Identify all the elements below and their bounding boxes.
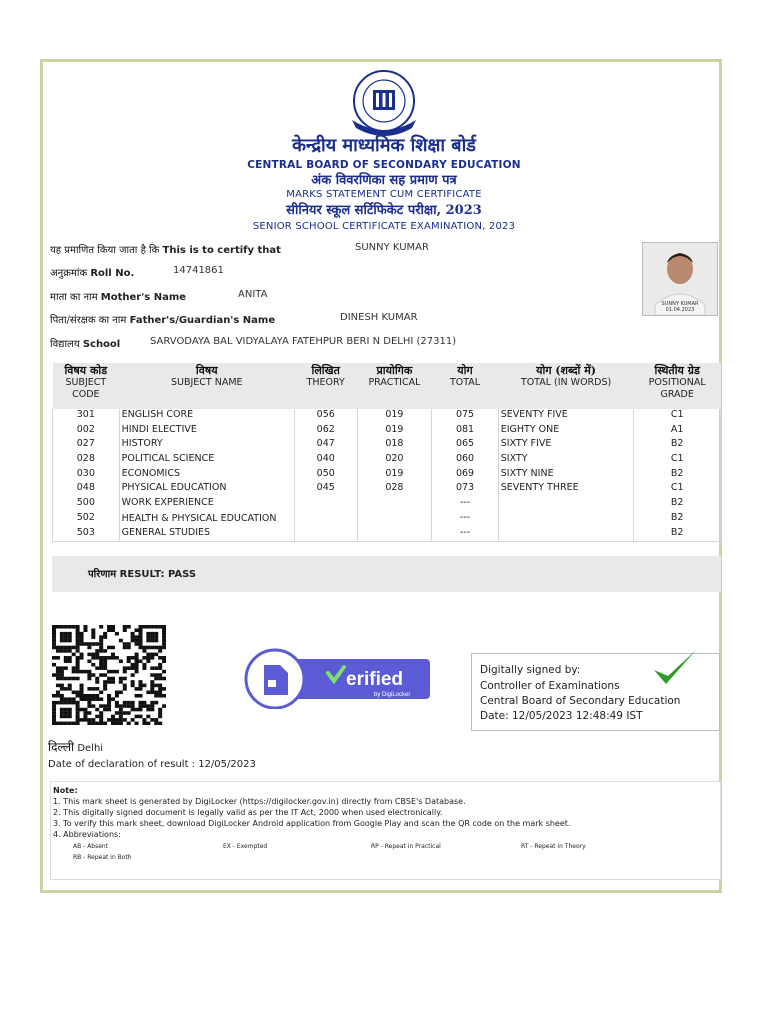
cell-code: 028 [53,453,120,468]
table-row [53,424,721,439]
exam-title-english: SENIOR SCHOOL CERTIFICATE EXAMINATION, 2023 [252,221,516,232]
signature-line-4: Date: 12/05/2023 12:48:49 IST [480,710,643,722]
cell-grade: B2 [634,497,721,512]
cell-code: 503 [53,527,120,542]
note-item: 2. This digitally signed document is legally valid as per the IT Act, 2000 when used electronically. [53,808,443,817]
cell-name: HEALTH & PHYSICAL EDUCATION [119,512,294,527]
note-item: 1. This mark sheet is generated by DigiLocker (https://digilocker.gov.in) directly from CBSE's Database. [53,797,466,806]
photo-caption: SUNNY KUMAR [661,301,699,307]
cell-grade: C1 [634,482,721,497]
cell-theory: 040 [294,453,357,468]
header-total-words: योग (शब्दों में) TOTAL (IN WORDS) [520,364,612,388]
board-name-hindi: केन्द्रीय माध्यमिक शिक्षा बोर्ड [292,135,476,156]
cell-name: ENGLISH CORE [119,409,294,424]
board-name-english: CENTRAL BOARD OF SECONDARY EDUCATION [247,159,521,171]
exam-title-hindi: सीनियर स्कूल सर्टिफिकेट परीक्षा, 2023 [286,203,482,218]
abbr-repeat-practical: RP - Repeat in Practical [371,843,441,850]
cell-practical [357,497,432,512]
note-item: 4. Abbreviations: [53,830,121,839]
cell-grade: B2 [634,512,721,527]
abbr-repeat-theory: RT - Repeat in Theory [521,843,586,850]
cell-theory: 050 [294,468,357,483]
cell-name: HISTORY [119,438,294,453]
header-theory: लिखित THEORY [306,364,345,388]
abbr-exempted: EX - Exempted [223,843,268,850]
cell-grade: C1 [634,453,721,468]
digilocker-verified-badge [244,647,432,709]
cell-theory: 047 [294,438,357,453]
header-practical: प्रायोगिक PRACTICAL [368,364,421,388]
cell-words: EIGHTY ONE [498,424,634,439]
table-row [53,409,721,424]
cell-code: 027 [53,438,120,453]
statement-title-english: MARKS STATEMENT CUM CERTIFICATE [286,189,482,200]
abbr-absent: AB - Absent [73,843,109,850]
cell-grade: B2 [634,438,721,453]
cell-practical: 019 [357,409,432,424]
table-row [53,438,721,453]
table-row [53,497,721,512]
cell-name: ECONOMICS [119,468,294,483]
cell-name: WORK EXPERIENCE [119,497,294,512]
abbr-repeat-both: RB - Repeat in Both [73,854,132,861]
cell-total: --- [432,497,498,512]
header-subject-name: विषय SUBJECT NAME [170,364,243,388]
note-item: 3. To verify this mark sheet, download DigiLocker Android application from Google Play and scan the QR code on the mark sheet. [53,819,571,828]
cell-total: 081 [432,424,498,439]
cell-code: 030 [53,468,120,483]
notes-box [50,781,721,880]
table-row [53,453,721,468]
cell-code: 301 [53,409,120,424]
table-row [53,468,721,483]
cell-practical: 020 [357,453,432,468]
cell-words [498,497,634,512]
result-line: परिणाम RESULT: PASS [88,569,197,580]
school-label: विद्यालय School [50,339,121,350]
cell-words [498,527,634,542]
cell-theory: 045 [294,482,357,497]
cell-name: HINDI ELECTIVE [119,424,294,439]
cell-theory [294,497,357,512]
cell-total: 075 [432,409,498,424]
verified-subtext: by DigiLocker [374,692,411,698]
table-row [53,527,721,542]
student-name: SUNNY KUMAR [355,242,429,253]
cell-code: 500 [53,497,120,512]
result-value: PASS [167,569,197,580]
certify-label: यह प्रमाणित किया जाता है कि This is to certify that [50,245,281,256]
photo-date: 01.04.2023 [665,307,695,313]
father-label: पिता/संरक्षक का नाम Father's/Guardian's Name [50,315,276,326]
statement-title-hindi: अंक विवरणिका सह प्रमाण पत्र [311,173,457,188]
school-name: SARVODAYA BAL VIDYALAYA FATEHPUR BERI N DELHI (27311) [150,336,457,347]
cell-name: PHYSICAL EDUCATION [119,482,294,497]
table-row [53,512,721,527]
cbse-emblem-icon [346,68,422,138]
father-name: DINESH KUMAR [340,312,418,323]
header-total: योग TOTAL [449,364,481,388]
signature-line-1: Digitally signed by: [480,664,581,676]
cell-words: SIXTY NINE [498,468,634,483]
cell-total: 069 [432,468,498,483]
cell-total: --- [432,527,498,542]
qr-code-icon [52,625,166,725]
cell-grade: C1 [634,409,721,424]
cell-practical: 019 [357,468,432,483]
header-grade: स्थितीय ग्रेड POSITIONAL GRADE [648,364,706,400]
cell-grade: B2 [634,468,721,483]
cell-grade: A1 [634,424,721,439]
header-subject-code: विषय कोड SUBJECT CODE [64,364,108,400]
cell-words: SIXTY [498,453,634,468]
table-row [53,482,721,497]
cell-name: POLITICAL SCIENCE [119,453,294,468]
signature-line-2: Controller of Examinations [480,680,620,692]
cell-practical: 028 [357,482,432,497]
verified-text: erified [346,669,404,690]
cell-practical [357,527,432,542]
cell-code: 048 [53,482,120,497]
cell-total: 060 [432,453,498,468]
cell-theory [294,527,357,542]
notes-title: Note: [53,786,78,795]
declaration-date: Date of declaration of result : 12/05/2023 [48,759,256,770]
cell-words: SEVENTY THREE [498,482,634,497]
cell-code: 002 [53,424,120,439]
cell-practical: 019 [357,424,432,439]
cell-total: 073 [432,482,498,497]
place-label: दिल्ली Delhi [48,740,104,754]
roll-label: अनुक्रमांक Roll No. [50,268,135,279]
cell-code: 502 [53,512,120,527]
roll-number: 14741861 [173,265,224,276]
cell-theory [294,512,357,527]
student-photo [642,242,718,316]
cell-name: GENERAL STUDIES [119,527,294,542]
cell-practical: 018 [357,438,432,453]
cell-theory: 056 [294,409,357,424]
cell-total: 065 [432,438,498,453]
mother-label: माता का नाम Mother's Name [50,292,187,303]
signature-line-3: Central Board of Secondary Education [480,695,681,707]
cell-words [498,512,634,527]
marks-table [52,363,721,542]
cell-grade: B2 [634,527,721,542]
checkmark-icon [650,648,700,688]
cell-practical [357,512,432,527]
mother-name: ANITA [238,289,268,300]
cell-total: --- [432,512,498,527]
cell-words: SEVENTY FIVE [498,409,634,424]
cell-words: SIXTY FIVE [498,438,634,453]
cell-theory: 062 [294,424,357,439]
